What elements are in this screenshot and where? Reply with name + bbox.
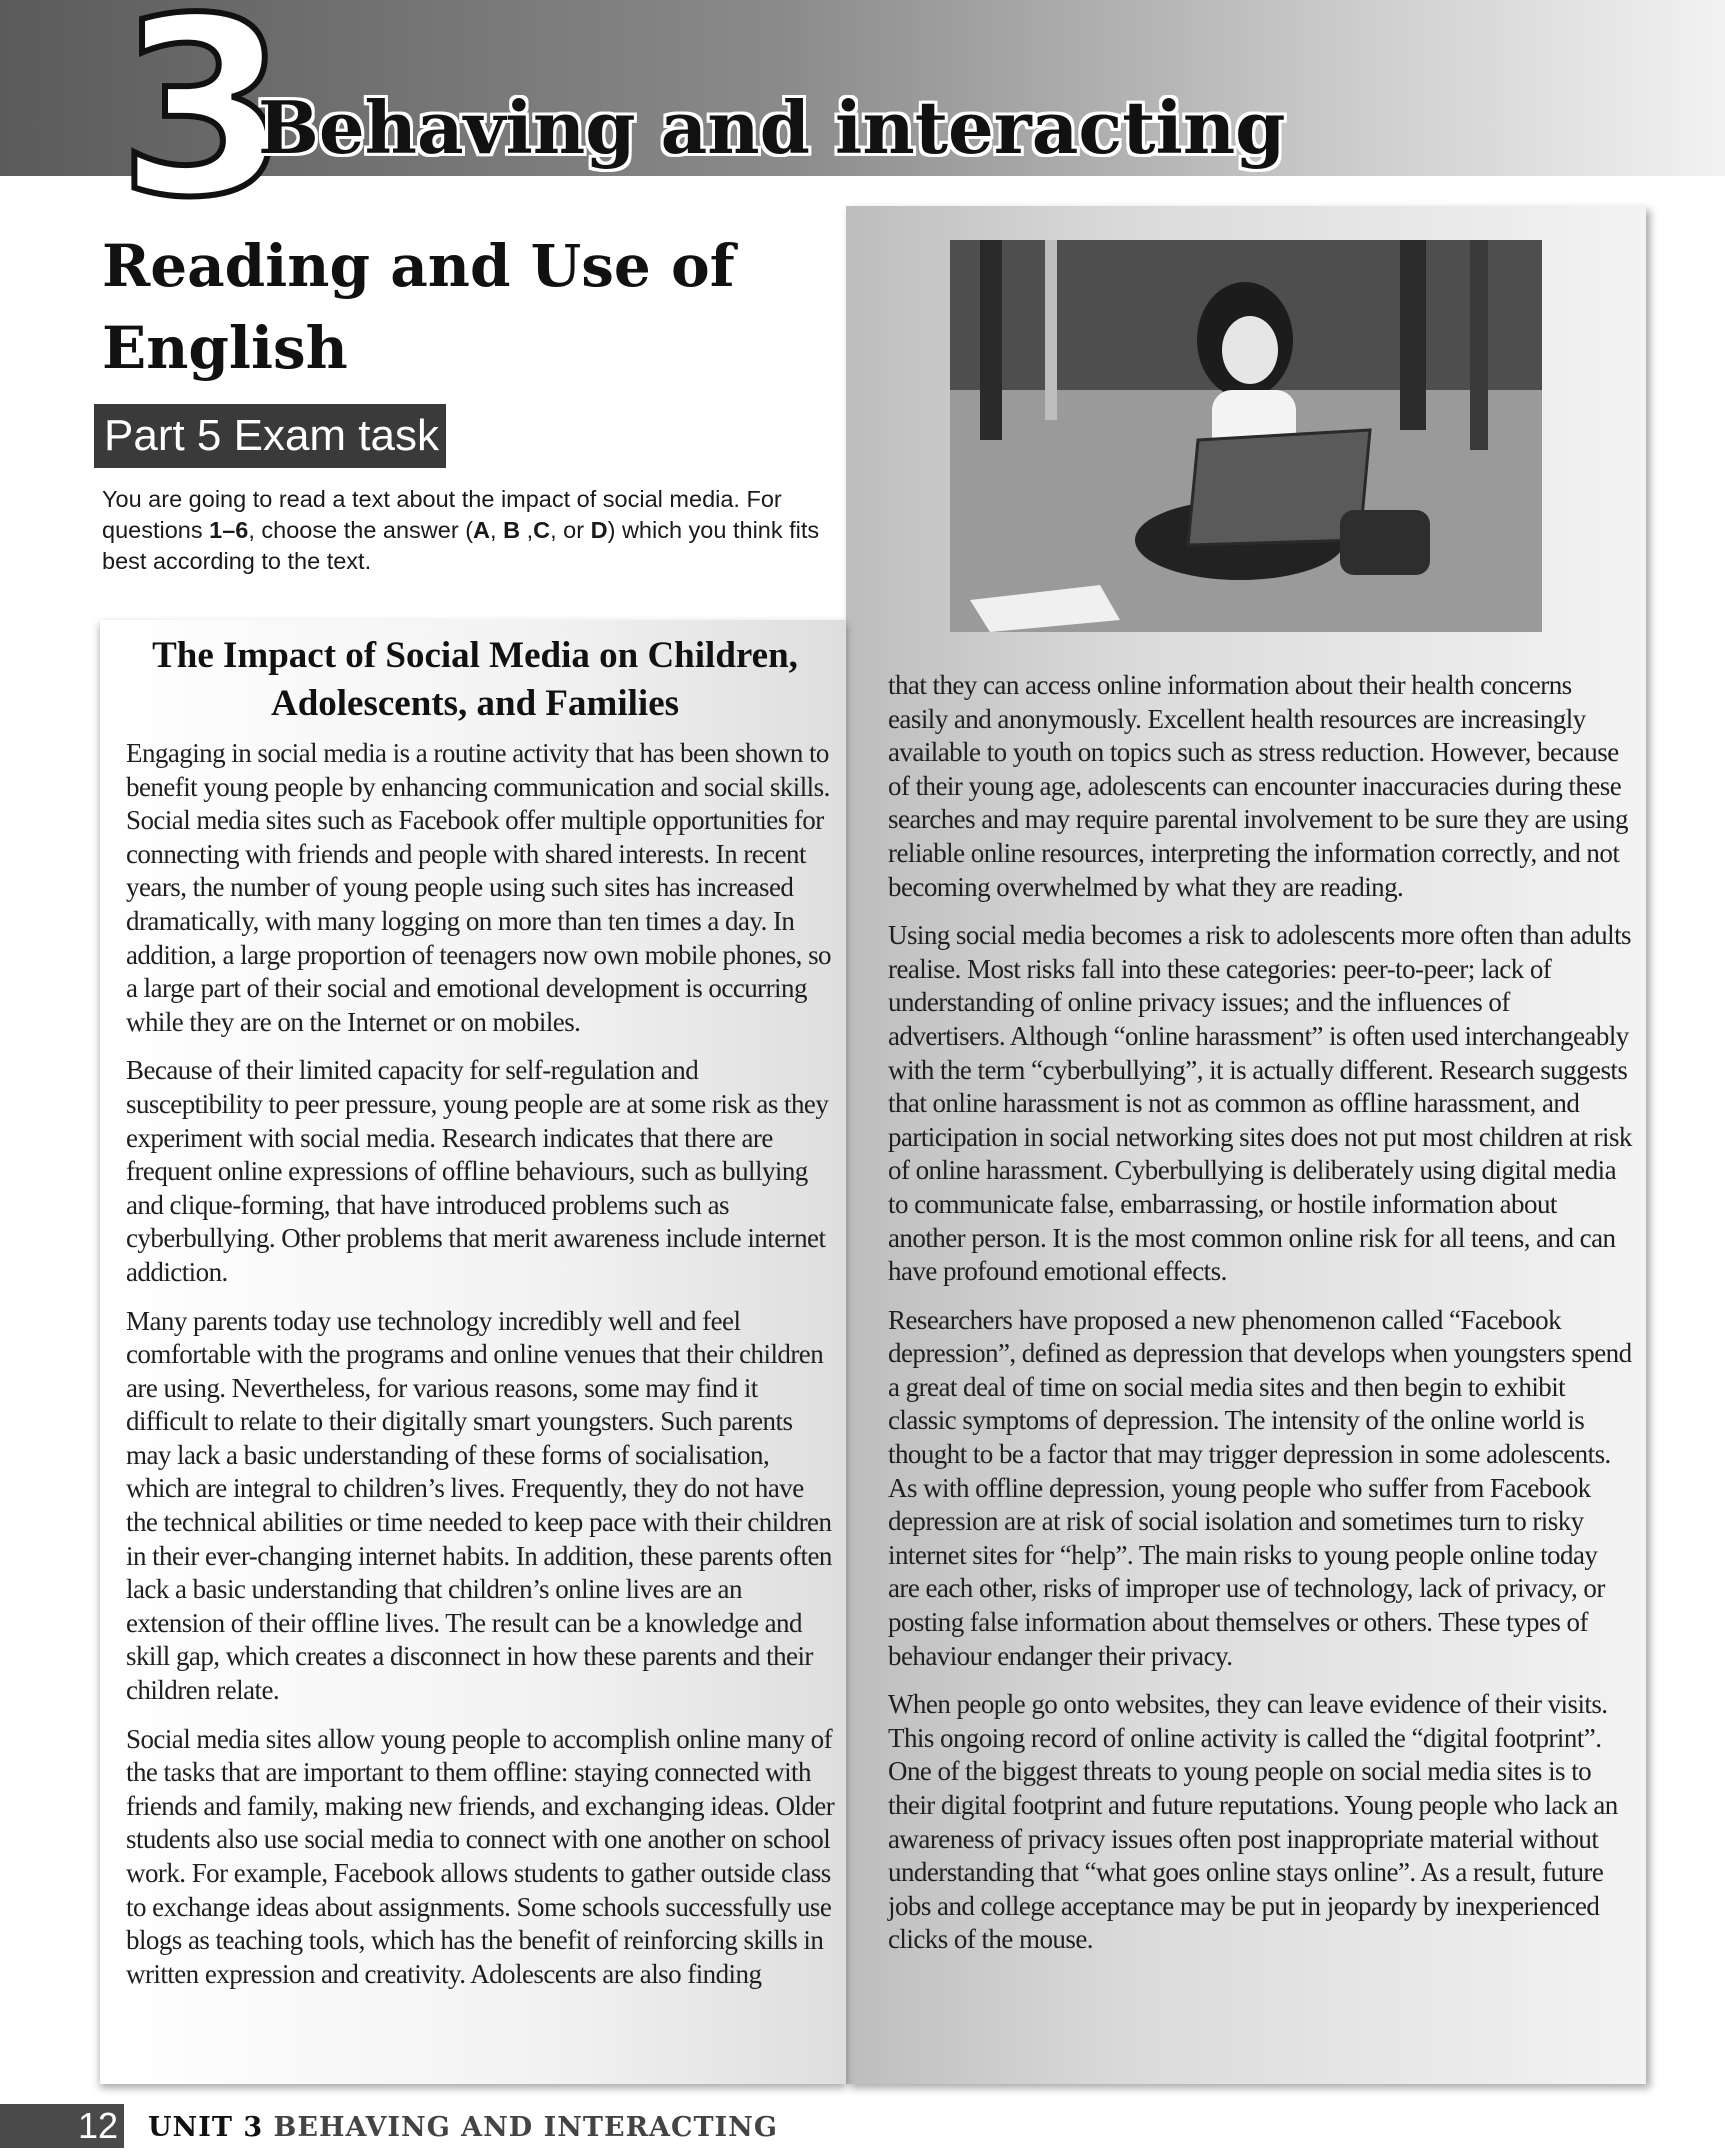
section-title: Reading and Use of English (102, 232, 735, 382)
paragraph: Many parents today use technology incredibly well and feel comfortable with the programs and online venues that their children are using. Nevertheless, for various reasons, some may find it difficult to relate to their digitally smart youngsters. Such parents may lack a basic understanding of these forms of socialisation, which are integral to children’s lives. Frequently, they do not have the technical abilities or time needed to keep pace with their children in their ever-changing internet habits. In addition, these parents often lack a basic understanding that children’s online lives are an extension of their offline lives. The result can be a knowledge and skill gap, which creates a disconnect in how these parents and their children relate. (126, 1305, 832, 1706)
instructions: You are going to read a text about the impact of social media. For questions 1–6, choose the answer (A, B ,C, or D) which you think fits best according to the text. (102, 486, 820, 574)
page-number: 12 (0, 2104, 124, 2148)
unit-title: Behaving and interacting (258, 85, 1286, 170)
paragraph: Engaging in social media is a routine activity that has been shown to benefit young people by enhancing communication and social skills. Social media sites such as Facebook offer multiple opportunities for connecting with friends and people with shared interests. In recent years, the number of young people using such sites has increased dramatically, with many logging on more than ten times a day. In addition, a large proportion of teenagers now own mobile phones, so a large part of their social and emotional development is occurring while they are on the Internet or on mobiles. (126, 738, 831, 1037)
paragraph: Using social media becomes a risk to adolescents more often than adults realise. Most risks fall into these categories: peer-to-peer; lack of understanding of online privacy issues; and the influences of advertisers. Although “online harassment” is often used interchangeably with the term “cyberbullying”, it is actually different. Research suggests that online harassment is not as common as offline harassment, and participation in social networking sites does not put most children at risk of online harassment. Cyberbullying is deliberately using digital media to communicate false, embarrassing, or hostile information about another person. It is the most common online risk for all teens, and can have profound emotional effects. (888, 920, 1632, 1287)
article-column-left (126, 737, 836, 2006)
paragraph: When people go onto websites, they can leave evidence of their visits. This ongoing record of online activity is called the “digital footprint”. One of the biggest threats to young people on social media sites is to their digital footprint and future reputations. Young people who lack an awareness of privacy issues often post inappropriate material without understanding that “what goes online stays online”. As a result, future jobs and college acceptance may be put in jeopardy by inexperienced clicks of the mouse. (888, 1689, 1618, 1955)
paragraph: Because of their limited capacity for self-regulation and susceptibility to peer pressure, young people are at some risk as they experiment with social media. Research indicates that there are frequent online expressions of offline behaviours, such as bullying and clique-forming, that have introduced problems such as cyberbullying. Other problems that merit awareness include internet addiction. (126, 1055, 829, 1287)
footer-title: UNIT 3 BEHAVING AND INTERACTING (148, 2112, 778, 2143)
paragraph: Social media sites allow young people to accomplish online many of the tasks that are important to them offline: staying connected with friends and family, making new friends, and exchanging ideas. Older students also use social media to connect with one another on school work. For example, Facebook allows students to gather outside class to exchange ideas about assignments. Some schools successfully use blogs as teaching tools, which has the benefit of reinforcing skills in written expression and creativity. Adolescents are also finding (126, 1723, 835, 1989)
paragraph: that they can access online information about their health concerns easily and anonymously. Excellent health resources are increasingly available to youth on topics such as stress reduction. However, because of their young age, adolescents can encounter inaccuracies during these searches and may require parental involvement to be sure they are using reliable online resources, interpreting the information correctly, and not becoming overwhelmed by what they are reading. (888, 670, 1628, 902)
article-title: The Impact of Social Media on Children, Adolescents, and Families (152, 635, 798, 724)
part-badge: Part 5 Exam task (94, 404, 446, 468)
paragraph: Researchers have proposed a new phenomenon called “Facebook depression”, defined as depression that develops when youngsters spend a great deal of time on social media sites and then begin to exhibit classic symptoms of depression. The intensity of the online world is thought to be a factor that may trigger depression in some adolescents. As with offline depression, young people who suffer from Facebook depression are at risk of social isolation and sometimes turn to risky internet sites for “help”. The main risks to young people online today are each other, risks of improper use of technology, lack of privacy, or posting false information about themselves or others. These types of behaviour endanger their privacy. (888, 1304, 1632, 1671)
unit-number: 3 (118, 0, 283, 251)
girl-with-laptop-photo (950, 240, 1542, 632)
article-column-right (888, 669, 1633, 1972)
